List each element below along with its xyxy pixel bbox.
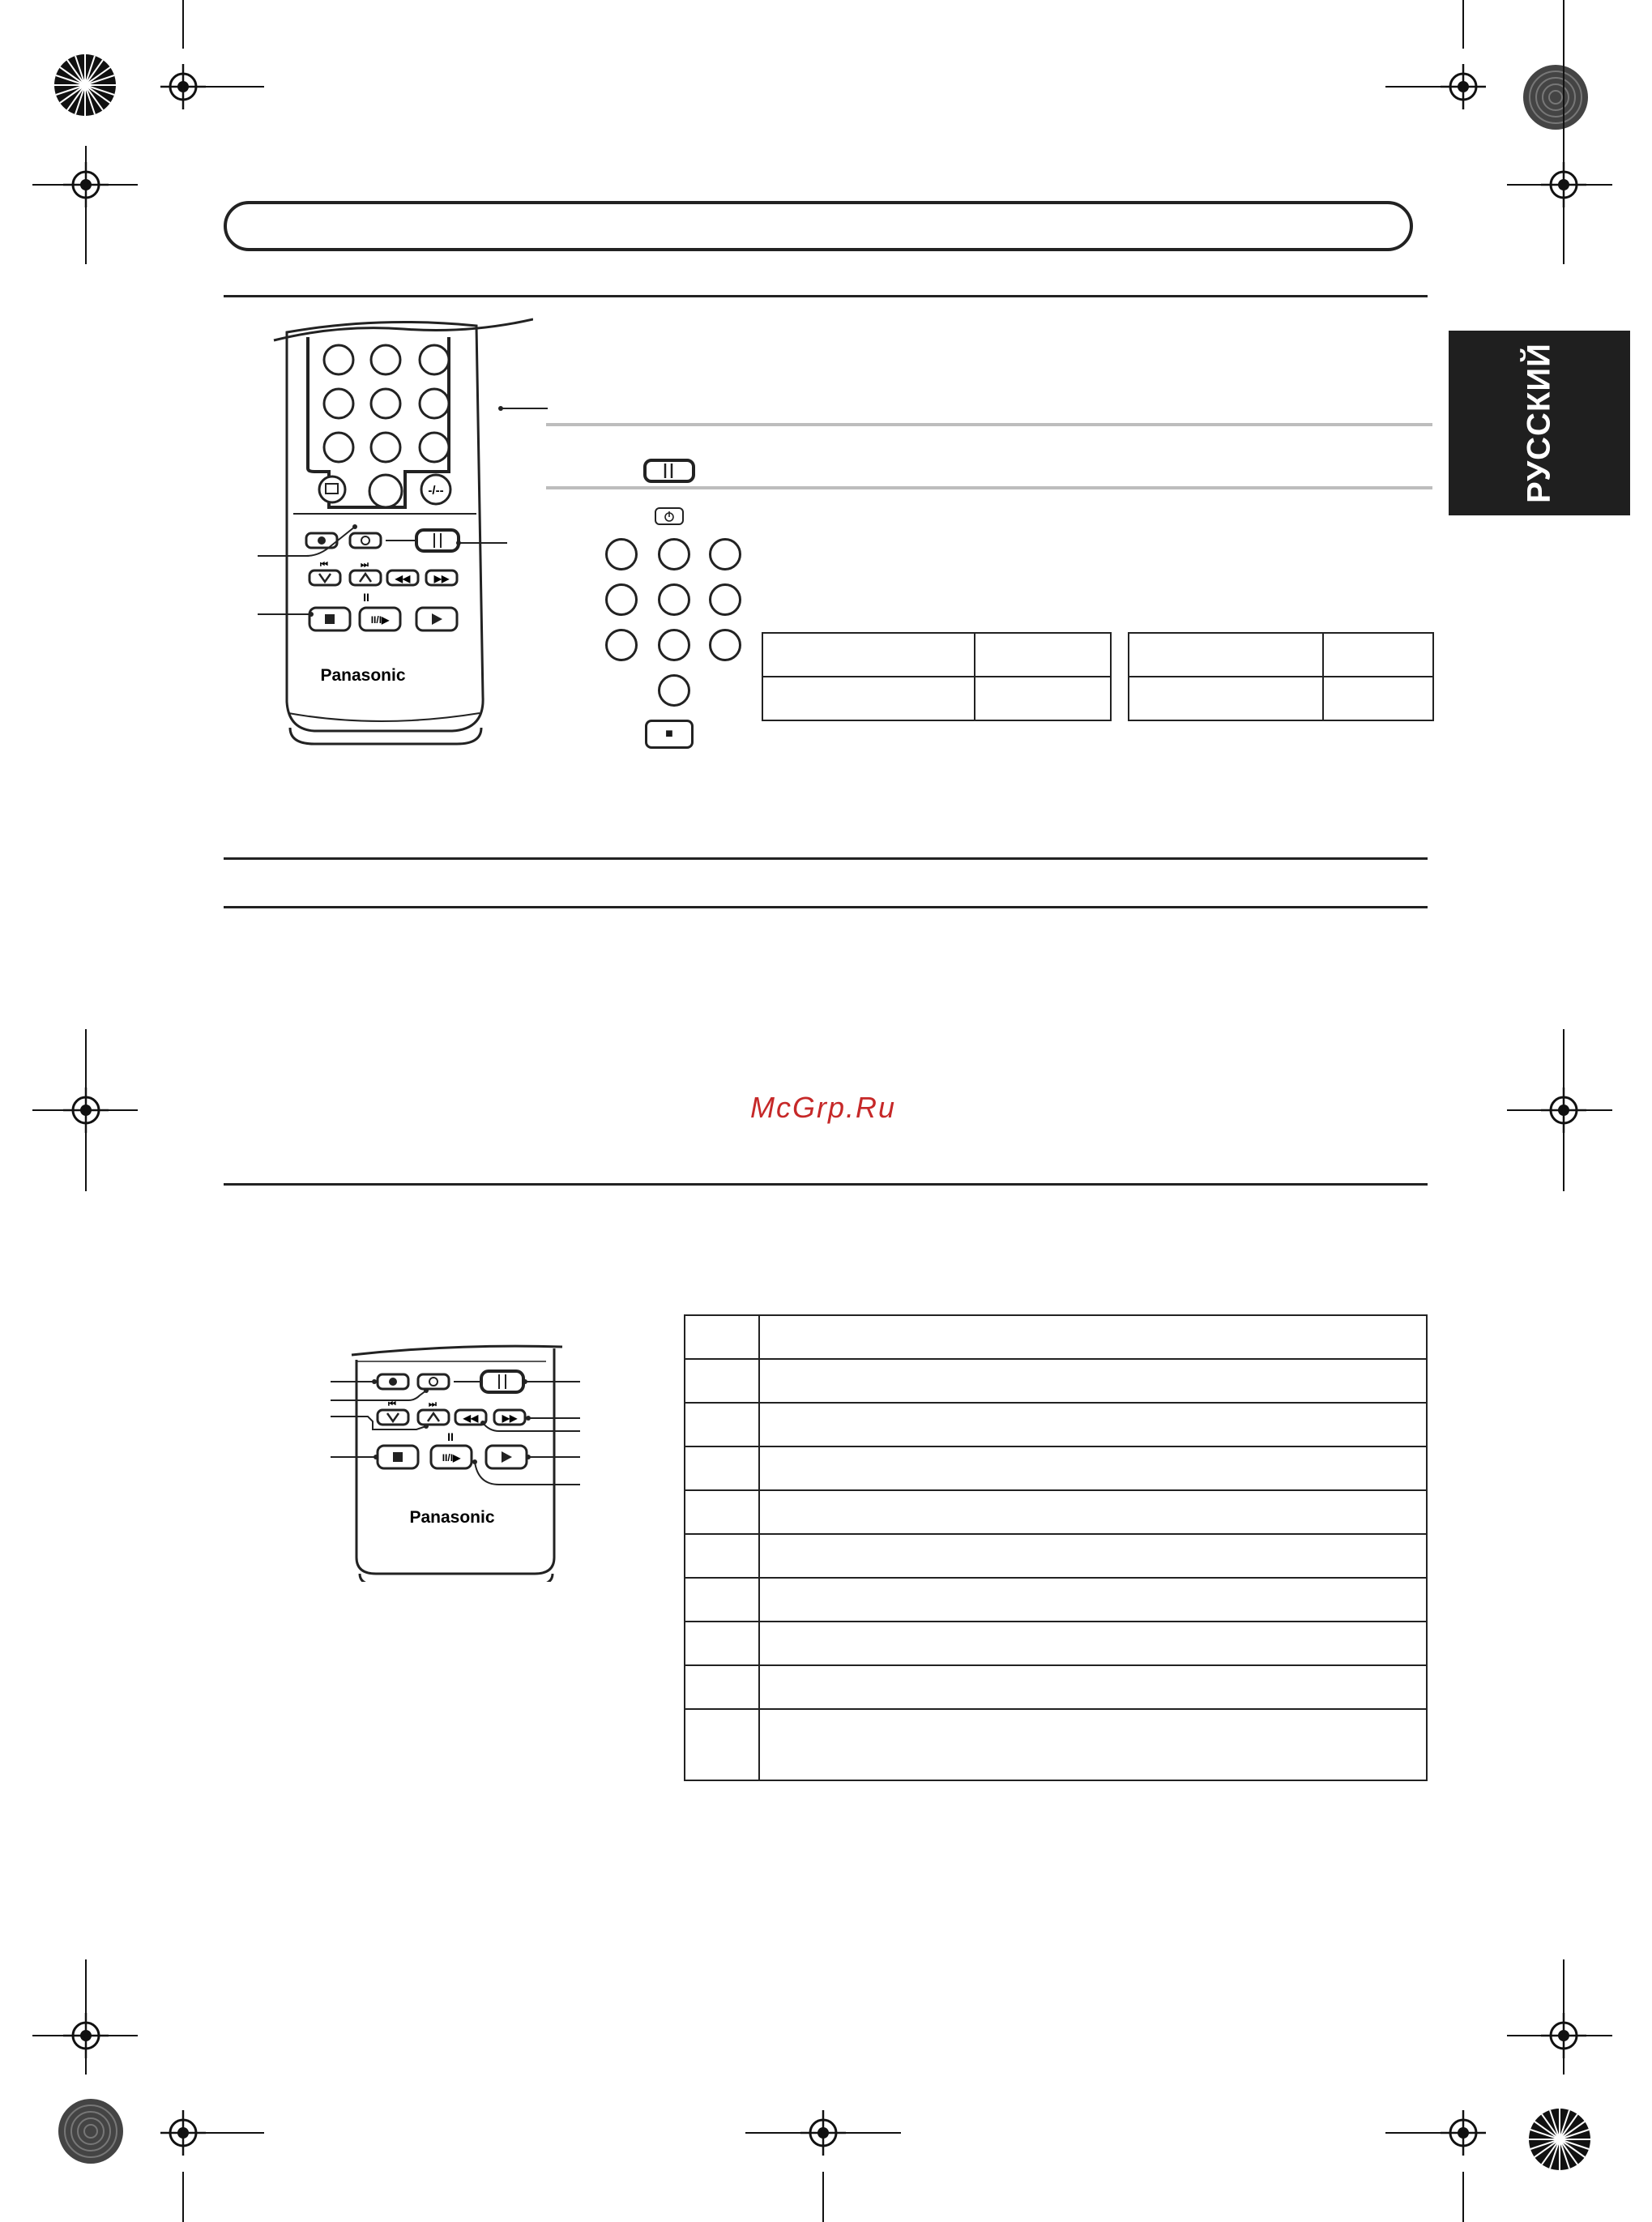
keypad-button-8[interactable] [658, 629, 690, 661]
section-rule-3 [224, 906, 1428, 908]
rewind-icon: ◀◀ [395, 573, 411, 584]
code-table-right [1128, 632, 1434, 721]
keypad-button-1[interactable] [605, 538, 638, 570]
concentric-mark-top-right [1523, 65, 1588, 130]
section-rule-2 [224, 857, 1428, 860]
remote-bottom-brand: Panasonic [409, 1508, 495, 1527]
watermark: McGrp.Ru [750, 1091, 897, 1124]
keypad-button-9[interactable] [709, 629, 741, 661]
keypad-button-0[interactable] [658, 674, 690, 707]
keypad-button-7[interactable] [605, 629, 638, 661]
keypad-button-4[interactable] [605, 583, 638, 616]
language-tab [1449, 331, 1630, 515]
divider-rule-grey-1 [546, 423, 1432, 426]
code-table-left [762, 632, 1112, 721]
svg-text:◀◀: ◀◀ [463, 1412, 479, 1424]
svg-text:⏮: ⏮ [320, 560, 328, 570]
concentric-mark-bottom-left [58, 2099, 123, 2164]
sunburst-mark-top-left [54, 54, 116, 116]
keypad-button-5[interactable] [658, 583, 690, 616]
callouts-top [258, 389, 549, 632]
keypad-button-3[interactable] [709, 538, 741, 570]
section-rule-4 [224, 1183, 1428, 1186]
pause-icon: II [363, 591, 369, 604]
divider-rule-grey-2 [546, 486, 1432, 489]
switch-icon-inline [643, 459, 695, 483]
fast-forward-icon: ▶▶ [433, 573, 450, 584]
pause-slow-icon: II/I▶ [370, 614, 390, 626]
section-rule-1 [224, 295, 1428, 297]
keypad-button-2[interactable] [658, 538, 690, 570]
header-bar [224, 201, 1413, 251]
function-table [684, 1314, 1428, 1781]
svg-text:⏭: ⏭ [429, 1399, 437, 1409]
power-icon-small [664, 511, 675, 522]
callouts-bottom [327, 1361, 587, 1491]
svg-text:▶▶: ▶▶ [502, 1412, 518, 1424]
stop-icon-small: ■ [665, 727, 673, 741]
svg-text:II: II [447, 1430, 454, 1443]
svg-text:⏮: ⏮ [388, 1399, 396, 1409]
svg-text:-/--: -/-- [428, 484, 444, 498]
sunburst-mark-bottom-right [1529, 2109, 1590, 2170]
power-button-small[interactable] [655, 507, 684, 525]
language-tab-label: РУССКИЙ [1521, 343, 1557, 503]
keypad-button-6[interactable] [709, 583, 741, 616]
svg-text:⏭: ⏭ [361, 560, 369, 570]
stop-button[interactable] [645, 720, 694, 749]
svg-text:II/I▶: II/I▶ [442, 1452, 461, 1464]
remote-top-brand: Panasonic [320, 666, 406, 685]
